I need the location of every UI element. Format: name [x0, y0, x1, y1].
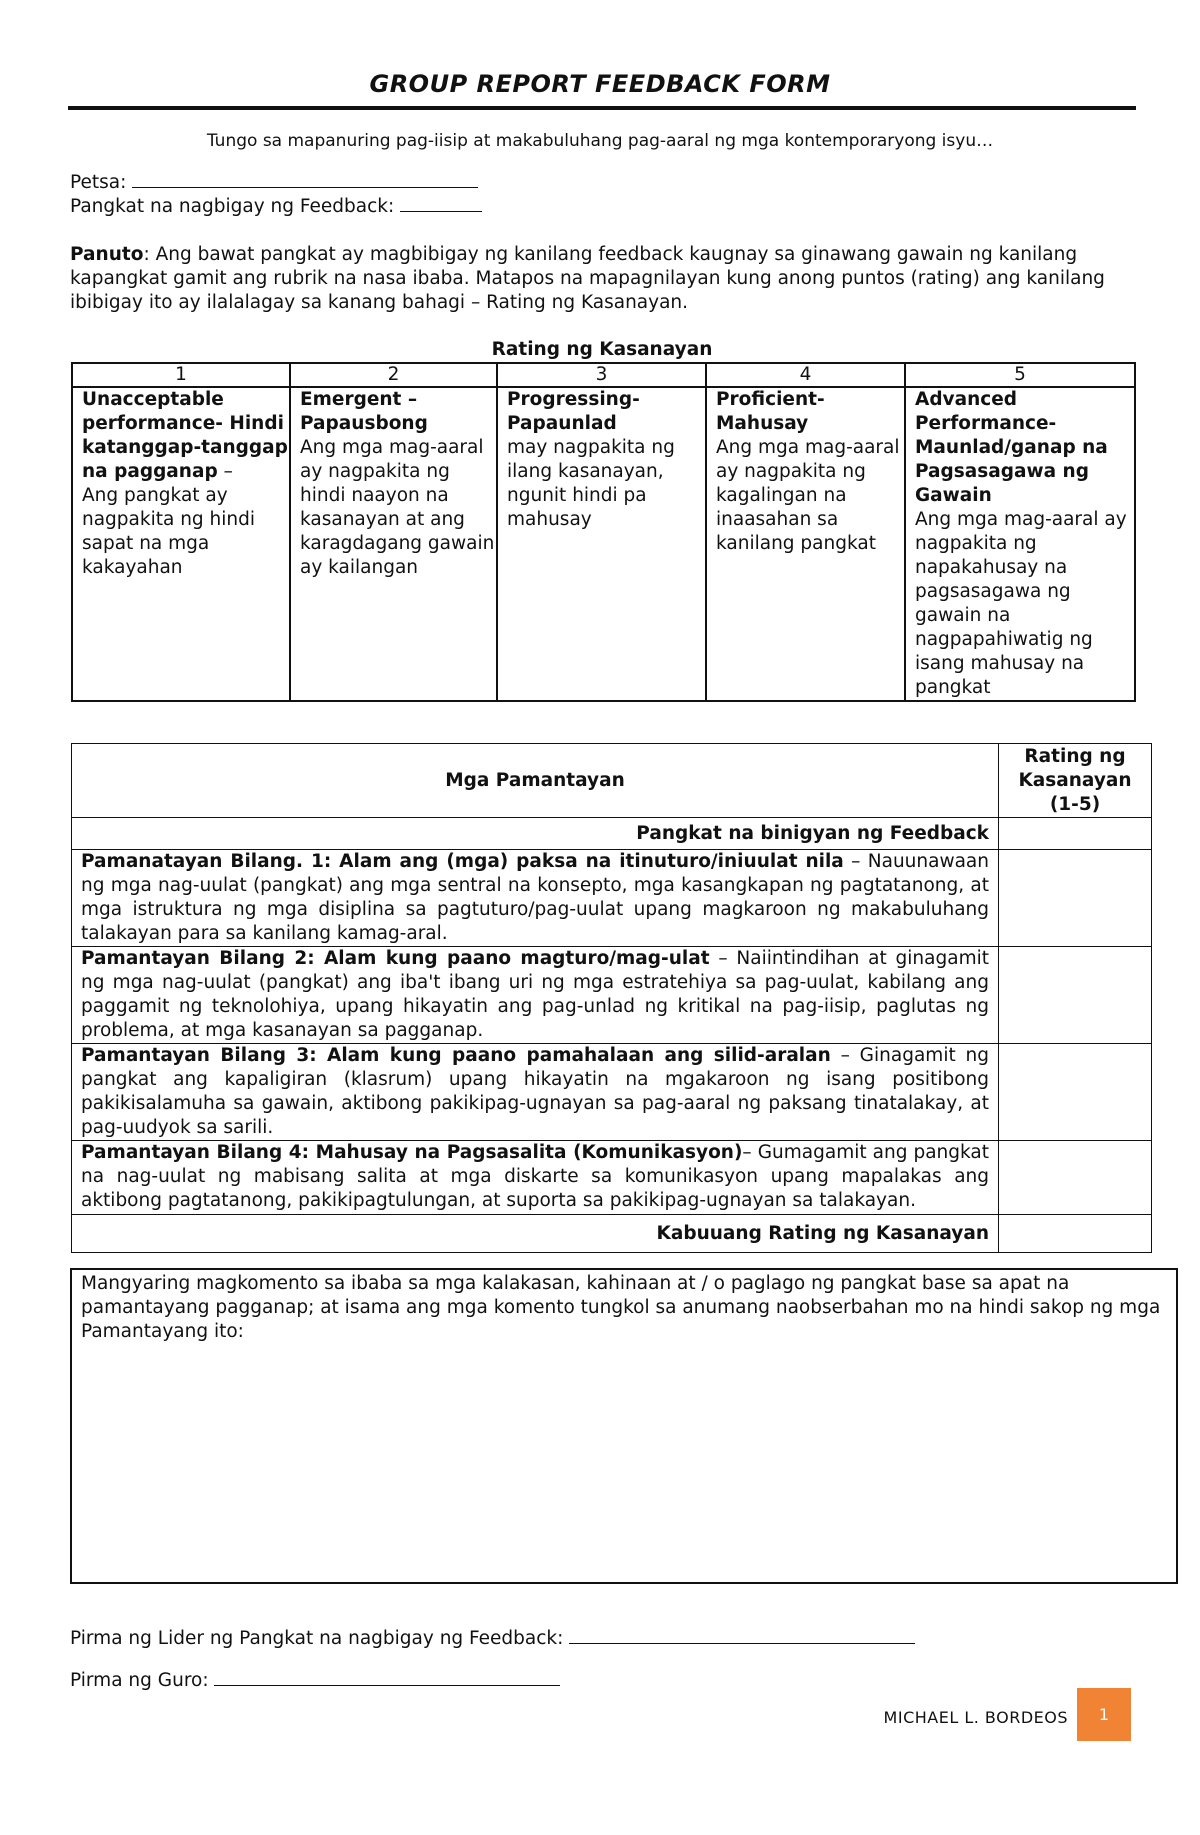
criterion-4	[72, 1141, 999, 1215]
rubric-level-1-sep: –	[217, 461, 233, 482]
comment-box[interactable]	[70, 1268, 1178, 1584]
teacher-signature-label: Pirma ng Guro:	[70, 1670, 209, 1691]
petsa-field	[70, 171, 478, 193]
standards-header-row	[72, 744, 1152, 818]
rubric-level-4	[706, 387, 905, 701]
rubric-level-1-body: Ang pangkat ay nagpakita ng hindi sapat na mga kakayahan	[82, 485, 256, 578]
criterion-row	[72, 850, 1152, 947]
rating-header: Rating ng Kasanayan (1-5)	[999, 744, 1152, 818]
page-number-badge	[1077, 1688, 1131, 1741]
petsa-blank[interactable]	[132, 171, 478, 188]
form-title: GROUP REPORT FEEDBACK FORM	[369, 70, 831, 98]
rubric-level-3-head: Progressing- Papaunlad	[507, 389, 640, 434]
criterion-row	[72, 947, 1152, 1044]
rubric-level-4-head: Proficient- Mahusay	[716, 389, 825, 434]
rubric-num-5: 5	[905, 363, 1135, 387]
criterion-3-title: Pamantayan Bilang 3: Alam kung paano pamahalaan ang silid-aralan	[81, 1045, 831, 1066]
criterion-row	[72, 1141, 1152, 1215]
total-rating-label: Kabuuang Rating ng Kasanayan	[72, 1215, 999, 1253]
criterion-3-desc: – Ginagamit ng pangkat ang kapaligiran (klasrum) upang hikayatin na mgakaroon ng isang positibong pakikisalamuha sa gawain, aktibong pakikipag-ugnayan sa pag-aaral ng paksang tinatalakay, at pag-uudyok sa sarili.	[81, 1045, 989, 1138]
leader-signature-field	[70, 1627, 915, 1649]
panuto-label: Panuto	[70, 244, 144, 265]
criterion-4-rating[interactable]	[999, 1141, 1152, 1215]
comment-prompt: Mangyaring magkomento sa ibaba sa mga kalakasan, kahinaan at / o paglago ng pangkat base sa apat na pamantayang pagganap; at isama ang mga komento tungkol sa anumang naobserbahan mo na hindi sakop ng mga Pamantayang ito:	[81, 1273, 1161, 1342]
footer-author: MICHAEL L. BORDEOS	[883, 1708, 1068, 1727]
rubric-number-row	[72, 363, 1135, 387]
criterion-3-rating[interactable]	[999, 1044, 1152, 1141]
petsa-label: Petsa:	[70, 172, 127, 193]
rubric-level-2-body: Ang mga mag-aaral ay nagpakita ng hindi naayon na kasanayan at ang karagdagang gawain ay kailangan	[300, 437, 495, 578]
criterion-row	[72, 1044, 1152, 1141]
rubric-level-2-head: Emergent – Papausbong	[300, 389, 428, 434]
rubric-level-1-head: Unacceptable performance- Hindi katanggap-tanggap na pagganap	[82, 389, 288, 482]
standards-header: Mga Pamantayan	[72, 744, 999, 818]
total-rating-cell[interactable]	[999, 1215, 1152, 1253]
leader-signature-blank[interactable]	[569, 1627, 915, 1644]
rubric-level-2	[290, 387, 497, 701]
criterion-1-desc: – Nauunawaan ng mga nag-uulat (pangkat) ang mga sentral na konsepto, mga kasangkapan ng pagtatanong, at mga istruktura ng mga disiplina sa pagtuturo/pag-uulat upang magkaroon ng makabuluhang talakayan para sa kanilang kamag-aral.	[81, 851, 989, 944]
rubric-level-3	[497, 387, 706, 701]
criterion-2	[72, 947, 999, 1044]
criterion-1	[72, 850, 999, 947]
title-divider	[68, 106, 1136, 110]
rubric-num-1: 1	[72, 363, 290, 387]
pangkat-blank[interactable]	[400, 195, 482, 212]
teacher-signature-field	[70, 1669, 560, 1691]
total-row	[72, 1215, 1152, 1253]
panuto-text: : Ang bawat pangkat ay magbibigay ng kanilang feedback kaugnay sa ginawang gawain ng kanilang kapangkat gamit ang rubrik na nasa ibaba. Matapos na mapagnilayan kung anong puntos (rating) ang kanilang ibibigay ito ay ilalalagay sa kanang bahagi – Rating ng Kasanayan.	[70, 244, 1105, 313]
criterion-2-title: Pamantayan Bilang 2: Alam kung paano magturo/mag-ulat	[81, 948, 710, 969]
standards-table	[71, 743, 1152, 1253]
rubric-level-5-body: Ang mga mag-aaral ay nagpakita ng napakahusay na pagsasagawa ng gawain na nagpapahiwatig ng isang mahusay na pangkat	[915, 509, 1127, 698]
rubric-table	[71, 362, 1136, 702]
rubric-description-row	[72, 387, 1135, 701]
pangkat-row	[72, 818, 1152, 850]
rubric-num-3: 3	[497, 363, 706, 387]
teacher-signature-blank[interactable]	[214, 1669, 560, 1686]
rubric-num-2: 2	[290, 363, 497, 387]
criterion-4-title: Pamantayan Bilang 4: Mahusay na Pagsasalita (Komunikasyon)	[81, 1142, 743, 1163]
rubric-level-1	[72, 387, 290, 701]
form-subtitle: Tungo sa mapanuring pag-iisip at makabuluhang pag-aaral ng mga kontemporaryong isyu…	[206, 131, 994, 151]
rubric-level-3-body: may nagpakita ng ilang kasanayan, ngunit hindi pa mahusay	[507, 437, 675, 530]
pangkat-binigyan-label: Pangkat na binigyan ng Feedback	[72, 818, 999, 850]
leader-signature-label: Pirma ng Lider ng Pangkat na nagbigay ng Feedback:	[70, 1628, 564, 1649]
criterion-4-desc: – Gumagamit ang pangkat na nag-uulat ng mabisang salita at mga diskarte sa komunikasyon upang mapalakas ang aktibong pagtatanong, pakikipagtulungan, at suporta sa pakikipag-ugnayan sa talakayan.	[81, 1142, 989, 1211]
criterion-1-title: Pamanatayan Bilang. 1: Alam ang (mga) paksa na itinuturo/iniuulat nila	[81, 851, 844, 872]
rubric-title: Rating ng Kasanayan	[491, 339, 713, 360]
panuto-instructions	[70, 243, 1136, 315]
criterion-1-rating[interactable]	[999, 850, 1152, 947]
rubric-level-4-body: Ang mga mag-aaral ay nagpakita ng kagalingan na inaasahan sa kanilang pangkat	[716, 437, 900, 554]
rubric-num-4: 4	[706, 363, 905, 387]
criterion-2-desc: – Naiintindihan at ginagamit ng mga nag-uulat (pangkat) ang iba't ibang uri ng mga estratehiya sa pag-uulat, kabilang ang paggamit ng teknolohiya, upang hikayatin ang pag-unlad ng kritikal na pag-iisip, paglutas ng problema, at mga kasanayan sa pagganap.	[81, 948, 989, 1041]
criterion-2-rating[interactable]	[999, 947, 1152, 1044]
rubric-level-5-head: Advanced Performance- Maunlad/ganap na Pagsasagawa ng Gawain	[915, 389, 1108, 506]
criterion-3	[72, 1044, 999, 1141]
pangkat-label: Pangkat na nagbigay ng Feedback:	[70, 196, 395, 217]
page-number: 1	[1098, 1705, 1110, 1724]
pangkat-binigyan-cell[interactable]	[999, 818, 1152, 850]
pangkat-field	[70, 195, 482, 217]
rubric-level-5	[905, 387, 1135, 701]
